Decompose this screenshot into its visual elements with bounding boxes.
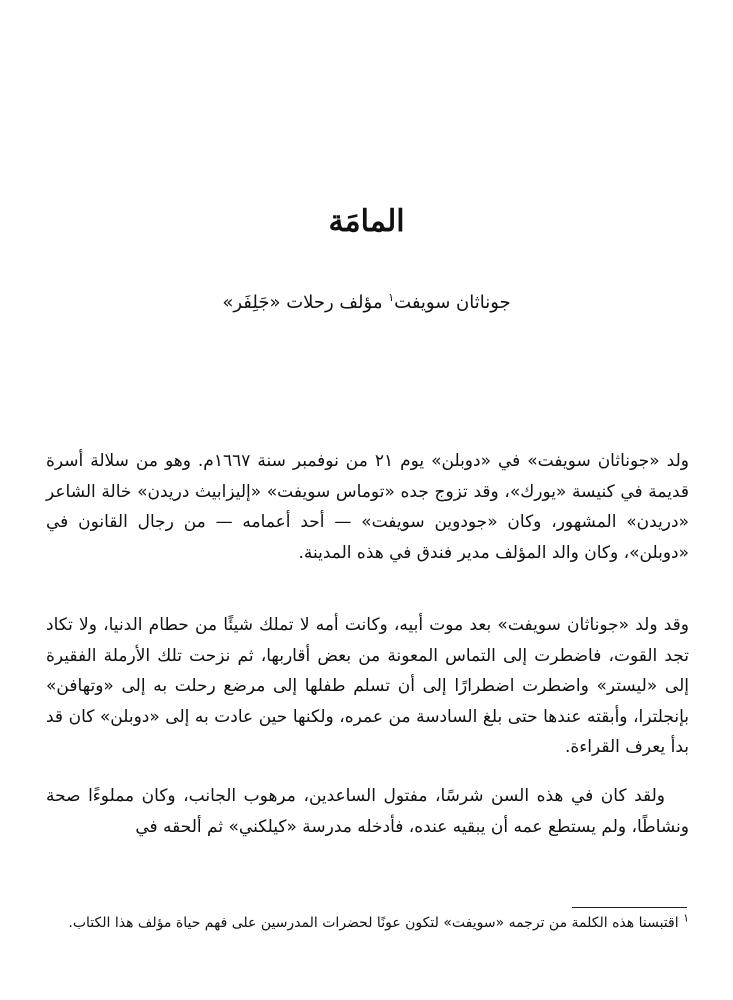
paragraph-3: ولقد كان في هذه السن شرسًا، مفتول الساعدين، مرهوب الجانب، وكان مملوءًا صحة ونشاطًا، ولم يستطع عمه أن يبقيه عنده، فأدخله مدرسة «كيلكني» ثم ألحقه في	[46, 786, 689, 837]
footnote	[46, 910, 689, 936]
chapter-subtitle	[0, 288, 733, 318]
footnote-text: اقتبسنا هذه الكلمة من ترجمه «سويفت» لتكون عونًا لحضرات المدرسين على فهم حياة مؤلف هذا الكتاب.	[68, 915, 684, 931]
subtitle-rest: مؤلف رحلات «جَلِفَر»	[222, 292, 389, 313]
footnote-mark: ١	[683, 911, 689, 925]
paragraph-1: ولد «جوناثان سويفت» في «دوبلن» يوم ٢١ من نوفمبر سنة ١٦٦٧م. وهو من سلالة أسرة قديمة في كنيسة «يورك»، وقد تزوج جده «توماس سويفت» «إليزابيث دريدن» خالة الشاعر «دريدن» المشهور، وكان «جودوين سويفت» — أحد أعمامه — من رجال القانون في «دوبلن»، وكان والد المؤلف مدير فندق في هذه المدينة.	[46, 451, 689, 563]
chapter-title: المامَة	[328, 204, 405, 239]
subtitle-text: جوناثان سويفت	[394, 292, 511, 313]
paragraph-2: وقد ولد «جوناثان سويفت» بعد موت أبيه، وكانت أمه لا تملك شيئًا من حطام الدنيا، ولا تكاد تجد القوت، فاضطرت إلى التماس المعونة من بعض أقاربها، ثم نزحت تلك الأرملة الفقيرة إلى «ليستر» واضطرت اضطرارًا إلى أن تسلم طفلها إلى مرضع رحلت به إلى «وتهافن» بإنجلترا، وأبقته عندها حتى بلغ السادسة من عمره، ولكنها حين عادت به إلى «دوبلن» كان قد بدأ يعرف القراءة.	[46, 615, 689, 757]
subtitle-footnote-mark: ١	[388, 291, 395, 304]
footnote-divider	[572, 907, 687, 908]
